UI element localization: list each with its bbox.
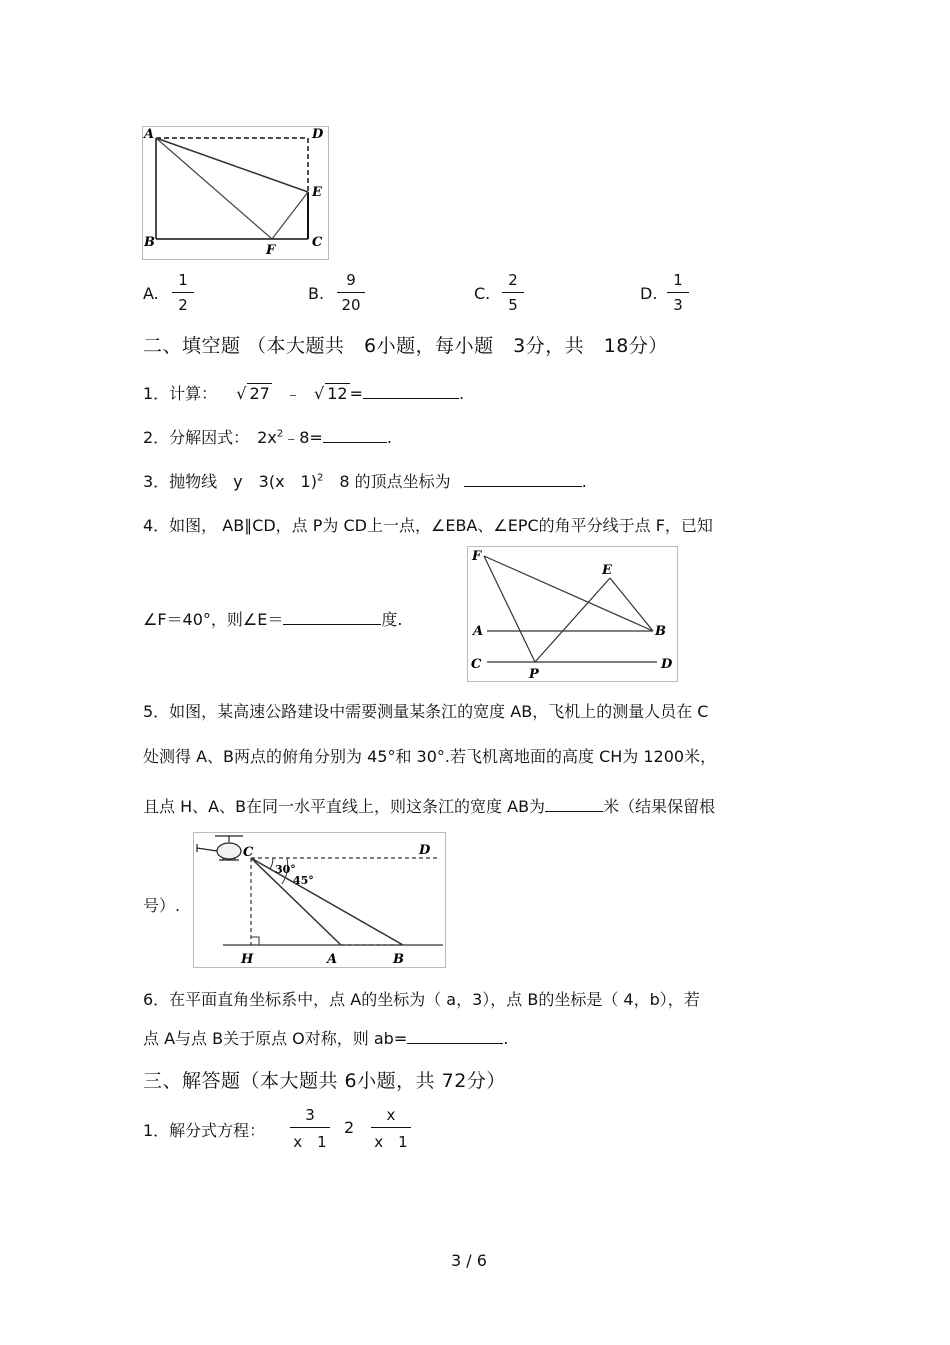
label-p: P — [529, 667, 539, 682]
question-2: 2．分解因式： $2x^2﹣8=$ . — [143, 428, 392, 447]
figure-helicopter — [193, 832, 447, 969]
answer-blank-4[interactable] — [283, 610, 381, 625]
option-b[interactable] — [308, 284, 324, 303]
label-b: B — [144, 235, 155, 250]
answer-blank-1[interactable] — [363, 384, 459, 399]
question-6-line-1: 6．在平面直角坐标系中，点 A的坐标为（ a，3），点 B的坐标是（ 4，b），若 — [143, 990, 700, 1009]
label-a: A — [144, 127, 155, 142]
option-b-letter: B. — [308, 284, 325, 303]
question-5-line-2: 处测得 A、B两点的俯角分别为 45°和 30°.若飞机离地面的高度 CH为 1200米， — [143, 747, 717, 766]
answer-blank-3[interactable] — [464, 472, 582, 487]
question-6-line-2: 点 A与点 B关于原点 O对称，则 ab= . — [143, 1029, 509, 1048]
option-d-letter: D. — [640, 284, 658, 303]
label-c: C — [312, 235, 323, 250]
label-d: D — [661, 657, 673, 672]
label-h: H — [241, 952, 254, 967]
label-e: E — [312, 185, 322, 200]
helicopter-icon — [197, 836, 243, 860]
label-f: F — [472, 549, 482, 564]
section-3-title: 三、解答题（本大题共 6小题，共 72分） — [143, 1070, 506, 1092]
label-c: C — [243, 845, 254, 860]
page-number: 3 / 6 — [451, 1251, 487, 1270]
label-d: D — [419, 843, 431, 858]
option-c[interactable] — [474, 284, 490, 303]
question-1: 1．计算： √ 27 ﹣ √ 12 = . — [143, 384, 465, 403]
label-a: A — [327, 952, 338, 967]
question-5-line-3: 且点 H、A、B在同一水平直线上，则这条江的宽度 AB为 米（结果保留根 — [143, 797, 716, 816]
question-7-prefix: 1．解分式方程： — [143, 1121, 266, 1140]
question-5-line-4: 号）. — [143, 896, 181, 915]
option-a[interactable] — [143, 284, 159, 303]
label-f: F — [266, 243, 276, 258]
equation-fraction-2: $\frac{x}{x 1}$ — [371, 1106, 411, 1152]
question-4-line-2: ∠F＝40°，则∠E＝ 度. — [143, 610, 403, 629]
option-c-fraction: $\frac{2}{5}$ — [502, 271, 524, 314]
label-d: D — [312, 127, 324, 142]
option-a-fraction: $\frac{1}{2}$ — [172, 271, 194, 314]
label-b: B — [655, 624, 666, 639]
figure-rectangle — [142, 126, 330, 261]
option-b-fraction: $\frac{9}{20}$ — [337, 271, 365, 314]
question-4-line-1: 4．如图， AB∥CD，点 P为 CD上一点，∠EBA、∠EPC的角平分线于点 F，已知 — [143, 516, 713, 535]
label-a: A — [473, 624, 484, 639]
equation-term-2: 2 — [344, 1118, 355, 1137]
option-c-letter: C. — [474, 284, 491, 303]
figure-parallel-lines — [467, 546, 679, 683]
answer-blank-5[interactable] — [545, 797, 603, 812]
label-e: E — [602, 563, 612, 578]
option-d[interactable] — [640, 284, 657, 303]
question-5-line-1: 5．如图，某高速公路建设中需要测量某条江的宽度 AB，飞机上的测量人员在 C — [143, 702, 709, 721]
question-3: 3．抛物线 y 3(x 1)$^2$ 8 的顶点坐标为 . — [143, 472, 587, 491]
section-2-title: 二、填空题 （本大题共 6小题，每小题 3分，共 18分） — [143, 335, 668, 357]
label-c: C — [471, 657, 482, 672]
equation-fraction-1: $\frac{3}{x 1}$ — [290, 1106, 330, 1152]
angle-30-label: 30° — [275, 863, 296, 876]
angle-45-label: 45° — [293, 874, 314, 887]
answer-blank-2[interactable] — [323, 428, 387, 443]
label-b: B — [393, 952, 404, 967]
option-a-letter: A. — [143, 284, 159, 303]
answer-blank-6[interactable] — [407, 1029, 503, 1044]
option-d-fraction: $\frac{1}{3}$ — [667, 271, 689, 314]
